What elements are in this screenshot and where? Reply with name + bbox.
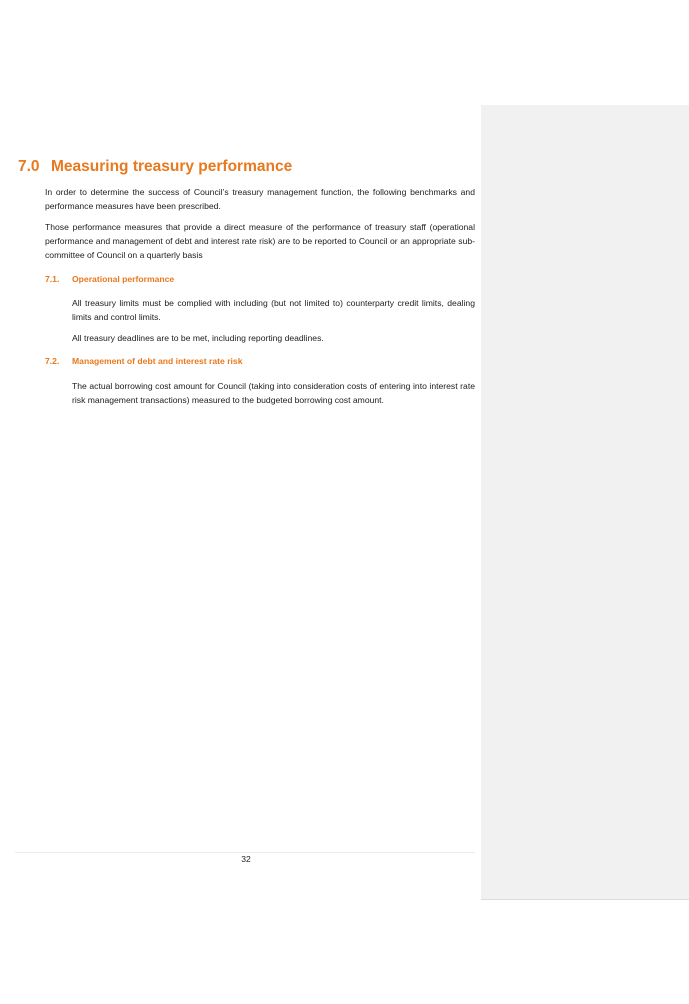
subsection-7-1-paragraph-2: All treasury deadlines are to be met, including reporting deadlines. (72, 333, 324, 343)
footer-divider (15, 852, 475, 853)
section-paragraph-2: Those performance measures that provide a direct measure of the performance of treasury staff (operational performance and management of debt and interest rate risk) are to be reported to Council or an appropriate sub-committee of Council on a quarterly basis (45, 222, 475, 260)
subsection-title: Operational performance (72, 274, 175, 284)
subsection-number: 7.1. (45, 274, 60, 284)
subsection-title: Management of debt and interest rate risk (72, 356, 243, 366)
page-number: 32 (241, 854, 251, 864)
section-heading (18, 158, 292, 176)
subsection-7-1-paragraph-1: All treasury limits must be complied with including (but not limited to) counterparty credit limits, dealing limits and control limits. (72, 298, 475, 322)
subsection-heading-7-2 (45, 356, 242, 366)
section-title: Measuring treasury performance (51, 158, 293, 175)
section-paragraph-1: In order to determine the success of Council’s treasury management function, the following benchmarks and performance measures have been prescribed. (45, 187, 475, 211)
subsection-number: 7.2. (45, 356, 60, 366)
section-number: 7.0 (18, 158, 40, 175)
subsection-7-2-paragraph-1: The actual borrowing cost amount for Council (taking into consideration costs of entering into interest rate risk management transactions) measured to the budgeted borrowing cost amount. (72, 381, 475, 405)
comment-pane[interactable] (481, 105, 689, 900)
subsection-heading-7-1 (45, 274, 174, 284)
